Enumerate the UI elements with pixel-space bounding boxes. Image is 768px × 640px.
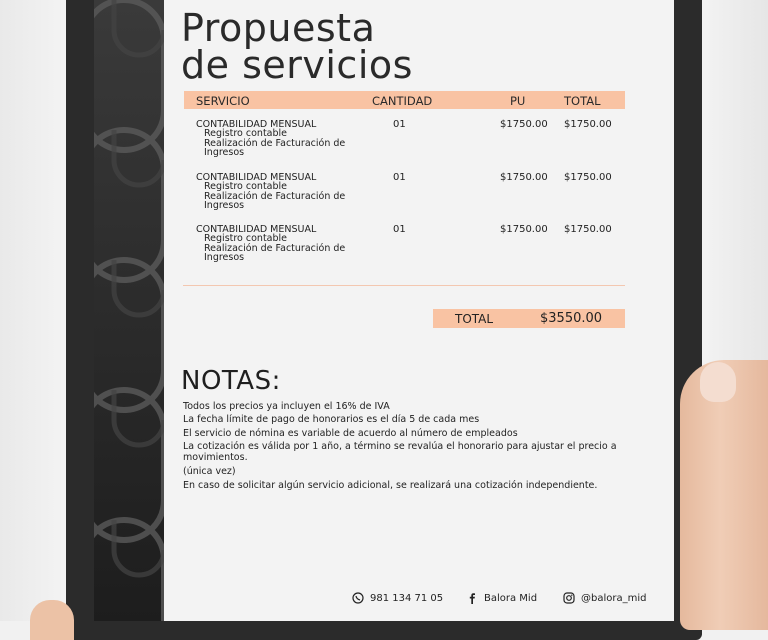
note-item: En caso de solicitar algún servicio adicional, se realizará una cotización independiente. [183,480,598,491]
thumbnail [700,362,736,402]
table-divider [183,285,625,286]
row-total: $1750.00 [564,172,612,183]
header-pu: PU [510,94,526,108]
whatsapp-icon [352,592,364,604]
footer-phone[interactable] [352,592,443,604]
quantity: 01 [393,119,406,130]
instagram-handle: @balora_mid [581,592,647,604]
header-total: TOTAL [564,94,601,108]
quantity: 01 [393,224,406,235]
unit-price: $1750.00 [500,119,548,130]
background-left [0,0,70,621]
header-cantidad: CANTIDAD [372,94,433,108]
service-name: CONTABILIDAD MENSUAL [196,119,317,130]
arch-pattern [94,0,164,621]
unit-price: $1750.00 [500,224,548,235]
note-item: (única vez) [183,466,236,477]
left-thumb [30,600,74,640]
footer-instagram[interactable] [563,592,646,604]
service-details [204,182,364,211]
service-details [204,234,364,263]
facebook-handle: Balora Mid [484,592,538,604]
notes-heading: NOTAS: [181,366,281,396]
service-detail: Registro contable [204,233,288,244]
note-item: Todos los precios ya incluyen el 16% de IVA [183,401,390,412]
unit-price: $1750.00 [500,172,548,183]
service-detail: Realización de Facturación de Ingresos [204,137,346,159]
instagram-icon [563,592,575,604]
service-name: CONTABILIDAD MENSUAL [196,224,317,235]
service-name: CONTABILIDAD MENSUAL [196,172,317,183]
row-total: $1750.00 [564,224,612,235]
service-detail: Realización de Facturación de Ingresos [204,242,346,264]
grand-total-label: TOTAL [455,312,494,326]
phone-number: 981 134 71 05 [370,592,444,604]
header-servicio: SERVICIO [196,94,250,108]
service-details [204,129,364,158]
note-item: El servicio de nómina es variable de acuerdo al número de empleados [183,428,518,439]
grand-total-value: $3550.00 [540,311,603,326]
page-title: Propuesta de servicios [181,6,413,87]
facebook-icon [466,592,478,604]
note-item: La fecha límite de pago de honorarios es el día 5 de cada mes [183,414,480,425]
service-detail: Registro contable [204,181,288,192]
service-detail: Realización de Facturación de Ingresos [204,190,346,212]
note-item: La cotización es válida por 1 año, a término se revalúa el honorario para ajustar el precio a movimientos. [183,441,617,463]
decorative-sidebar [94,0,164,621]
row-total: $1750.00 [564,119,612,130]
footer-facebook[interactable] [466,592,537,604]
service-detail: Registro contable [204,128,288,139]
quantity: 01 [393,172,406,183]
